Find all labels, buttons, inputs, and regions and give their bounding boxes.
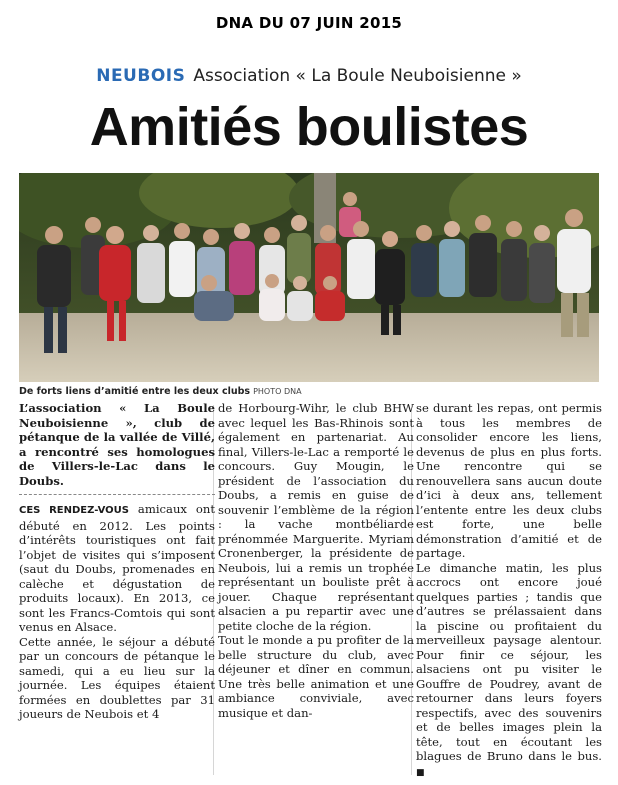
publication-date-line: DNA DU 07 JUIN 2015 bbox=[215, 14, 403, 32]
photo-credit: PHOTO DNA bbox=[253, 387, 302, 396]
article-column-1 bbox=[19, 401, 215, 722]
photo-caption-text: De forts liens d’amitié entre les deux clubs bbox=[19, 386, 251, 397]
body-paragraph: de Horbourg-Wihr, le club BHW avec lequel les Bas-Rhinois sont également en partenariat. Au final, Villers-le-Lac a remporté le concours. Guy Mougin, le président de l’association du Doubs, a remis en guise de souvenir l’emblème de la région : la vache montbéliarde prénommée Marguerite. Myriam Cronenberger, la présidente de Neubois, lui a remis un trophée représentant un bouliste prêt à jouer. Chaque représentant alsacien a pu repartir avec une petite cloche de la région. bbox=[218, 401, 414, 633]
lead-separator bbox=[19, 494, 215, 496]
body-paragraph: Tout le monde a pu profiter de la belle structure du club, avec déjeuner et dîner en commun. Une très belle animation et une ambiance conviviale, avec musique et dan- bbox=[218, 633, 414, 720]
article-lead: L’association « La Boule Neuboisienne », club de pétanque de la vallée de Villé, a rencontré ses homologues de Villers-le-Lac dans le Doubs. bbox=[19, 401, 215, 488]
body-paragraph bbox=[19, 502, 215, 635]
article-headline: Amitiés boulistes bbox=[89, 97, 529, 157]
group-photo-illustration bbox=[19, 173, 599, 382]
kicker-line bbox=[0, 66, 618, 86]
body-paragraph: se durant les repas, ont permis à tous les membres de consolider encore les liens, devenus de plus en plus forts. Une rencontre qui se renouvellera sans aucun doute d’ici à deux ans, tellement l’entente entre les deux clubs est forte, une belle démonstration d’amitié et de partage. bbox=[416, 401, 602, 560]
body-text: amicaux ont débuté en 2012. Les points d’intérêts touristiques ont fait l’objet de visites qui s’imposent (saut du Doubs, promenades en calèche et dégustation de produits locaux). En 2013, ce sont les Francs-Comtois qui sont venus en Alsace. bbox=[19, 502, 215, 634]
body-paragraph bbox=[416, 561, 602, 781]
body-paragraph: Cette année, le séjour a débuté par un concours de pétanque le samedi, qui a eu lieu sur la journée. Les équipes étaient formées en doublettes par 31 joueurs de Neubois et 4 bbox=[19, 634, 215, 721]
body-text: Le dimanche matin, les plus accrocs ont encore joué quelques parties ; tandis que d’autres se prélassaient dans la piscine ou profitaient du merveilleux paysage alentour. Pour finir ce séjour, les alsaciens ont pu visiter le Gouffre de Poudrey, avant de retourner dans leurs foyers respectifs, avec des souvenirs et de belles images plein la tête, tout en écoutant les blagues de Bruno dans le bus. bbox=[416, 560, 602, 763]
article-column-2 bbox=[218, 401, 414, 720]
photo-caption bbox=[19, 386, 599, 397]
article-column-3 bbox=[416, 401, 602, 780]
body-start-words: CES RENDEZ-VOUS bbox=[19, 505, 130, 516]
end-of-article-mark: ■ bbox=[416, 767, 425, 778]
group-photo bbox=[19, 173, 599, 382]
kicker-subject: Association « La Boule Neuboisienne » bbox=[193, 66, 522, 86]
kicker-location: NEUBOIS bbox=[96, 66, 186, 86]
